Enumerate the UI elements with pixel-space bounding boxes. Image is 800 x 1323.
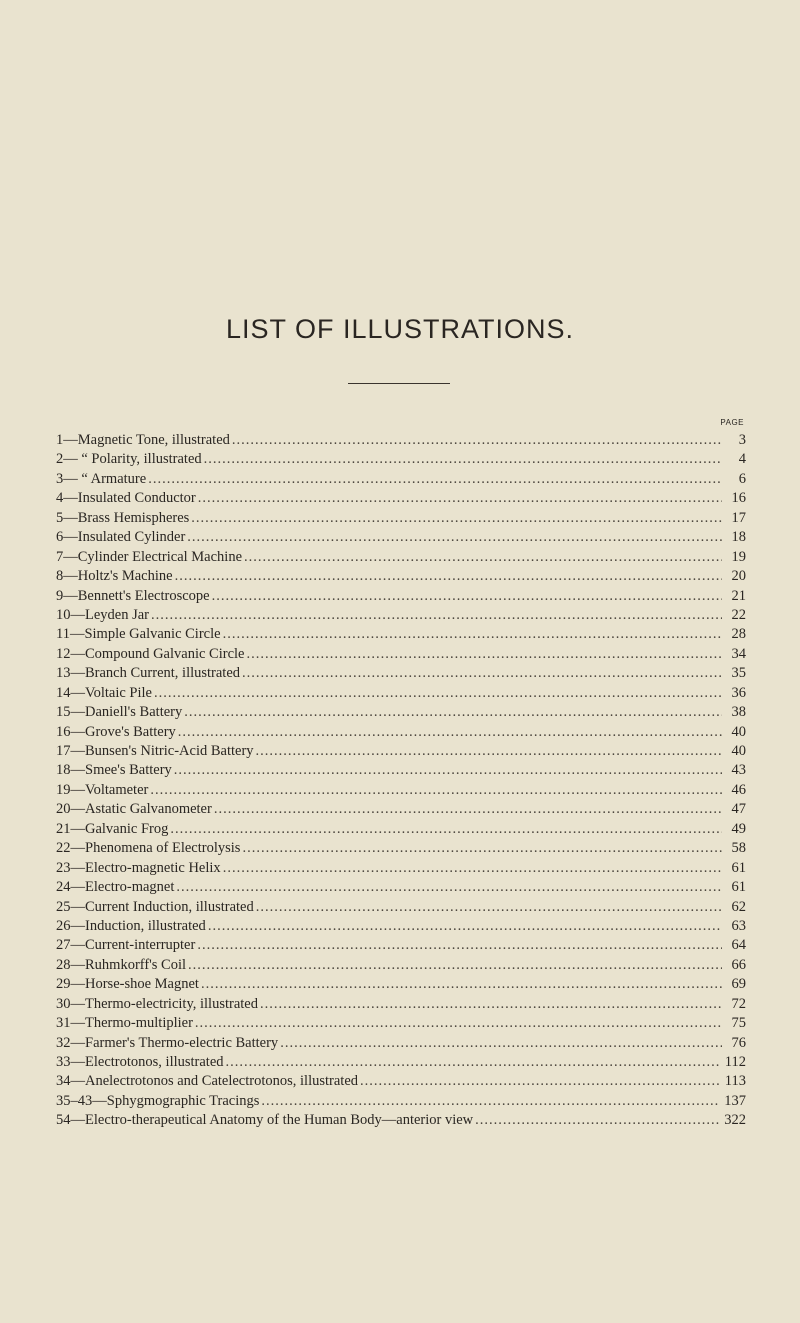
dot-leader <box>201 975 722 994</box>
entry-page-number: 66 <box>731 956 746 973</box>
entry-label: 15—Daniell's Battery <box>56 704 183 721</box>
entry-page-number: 22 <box>731 606 746 623</box>
entry-label: 3— “ Armature <box>56 470 147 487</box>
list-item <box>56 917 746 936</box>
entry-label: 10—Leyden Jar <box>56 606 150 623</box>
entry-page-number: 47 <box>731 801 746 818</box>
entry-page-number: 113 <box>724 1073 746 1090</box>
list-item <box>56 606 746 625</box>
dot-leader <box>242 664 722 683</box>
list-item <box>56 548 746 567</box>
dot-leader <box>184 703 722 722</box>
entry-label: 14—Voltaic Pile <box>56 684 152 701</box>
dot-leader <box>170 820 722 839</box>
entry-label: 7—Cylinder Electrical Machine <box>56 548 243 565</box>
dot-leader <box>475 1111 720 1130</box>
entry-label: 24—Electro-magnet <box>56 879 175 896</box>
dot-leader <box>223 625 722 644</box>
dot-leader <box>148 470 722 489</box>
list-item <box>56 1092 746 1111</box>
list-item <box>56 450 746 469</box>
list-item <box>56 898 746 917</box>
dot-leader <box>195 1014 722 1033</box>
dot-leader <box>188 956 722 975</box>
list-item <box>56 781 746 800</box>
dot-leader <box>256 898 722 917</box>
entry-page-number: 19 <box>731 548 746 565</box>
entry-page-number: 69 <box>731 976 746 993</box>
dot-leader <box>176 878 722 897</box>
entry-label: 9—Bennett's Electroscope <box>56 587 210 604</box>
entry-label: 31—Thermo-multiplier <box>56 1015 193 1032</box>
list-item <box>56 470 746 489</box>
list-item <box>56 489 746 508</box>
dot-leader <box>214 800 722 819</box>
page-title: LIST OF ILLUSTRATIONS. <box>225 314 575 345</box>
list-item <box>56 1034 746 1053</box>
entry-page-number: 43 <box>731 762 746 779</box>
entry-label: 18—Smee's Battery <box>56 762 172 779</box>
dot-leader <box>232 431 722 450</box>
list-item <box>56 956 746 975</box>
entry-label: 2— “ Polarity, illustrated <box>56 451 202 468</box>
entry-label: 29—Horse-shoe Magnet <box>56 976 199 993</box>
dot-leader <box>242 839 722 858</box>
list-item <box>56 431 746 450</box>
entry-page-number: 61 <box>731 859 746 876</box>
list-item <box>56 528 746 547</box>
entry-page-number: 72 <box>731 995 746 1012</box>
entry-page-number: 20 <box>731 568 746 585</box>
dot-leader <box>223 859 722 878</box>
entry-page-number: 75 <box>731 1015 746 1032</box>
entry-label: 27—Current-interrupter <box>56 937 196 954</box>
dot-leader <box>175 567 722 586</box>
list-item <box>56 1072 746 1091</box>
dot-leader <box>150 781 722 800</box>
illustrations-list <box>56 431 746 1131</box>
entry-label: 30—Thermo-electricity, illustrated <box>56 995 258 1012</box>
entry-label: 21—Galvanic Frog <box>56 820 169 837</box>
dot-leader <box>246 645 722 664</box>
entry-page-number: 36 <box>731 684 746 701</box>
list-item <box>56 664 746 683</box>
dot-leader <box>212 587 722 606</box>
entry-page-number: 137 <box>724 1092 746 1109</box>
list-item <box>56 742 746 761</box>
dot-leader <box>226 1053 721 1072</box>
list-item <box>56 645 746 664</box>
dot-leader <box>151 606 722 625</box>
list-item <box>56 975 746 994</box>
entry-page-number: 61 <box>731 879 746 896</box>
list-item <box>56 1111 746 1130</box>
list-item <box>56 878 746 897</box>
entry-label: 54—Electro-therapeutical Anatomy of the Human Body—anterior view <box>56 1112 474 1129</box>
list-item <box>56 723 746 742</box>
dot-leader <box>197 936 722 955</box>
list-item <box>56 625 746 644</box>
entry-label: 5—Brass Hemispheres <box>56 509 190 526</box>
entry-page-number: 35 <box>731 665 746 682</box>
list-item <box>56 936 746 955</box>
list-item <box>56 839 746 858</box>
dot-leader <box>198 489 722 508</box>
dot-leader <box>244 548 722 567</box>
list-item <box>56 820 746 839</box>
list-item <box>56 587 746 606</box>
entry-label: 33—Electrotonos, illustrated <box>56 1054 224 1070</box>
entry-page-number: 16 <box>731 490 746 507</box>
entry-page-number: 322 <box>724 1112 746 1129</box>
entry-label: 12—Compound Galvanic Circle <box>56 645 245 662</box>
entry-label: 13—Branch Current, illustrated <box>56 665 241 682</box>
entry-page-number: 40 <box>731 743 746 759</box>
list-item <box>56 567 746 586</box>
entry-page-number: 64 <box>731 937 746 954</box>
dot-leader <box>154 684 722 703</box>
title-divider <box>348 383 450 384</box>
dot-leader <box>208 917 722 936</box>
entry-page-number: 3 <box>738 432 746 448</box>
entry-label: 23—Electro-magnetic Helix <box>56 859 221 876</box>
entry-page-number: 49 <box>731 820 746 837</box>
dot-leader <box>261 1092 720 1111</box>
entry-page-number: 6 <box>738 470 746 487</box>
entry-page-number: 76 <box>731 1034 746 1051</box>
list-item <box>56 800 746 819</box>
entry-page-number: 34 <box>731 645 746 662</box>
dot-leader <box>204 450 722 469</box>
list-item <box>56 509 746 528</box>
entry-page-number: 18 <box>731 529 746 546</box>
list-item <box>56 761 746 780</box>
dot-leader <box>174 761 722 780</box>
list-item <box>56 1053 746 1072</box>
dot-leader <box>280 1034 722 1053</box>
entry-page-number: 62 <box>731 898 746 915</box>
entry-label: 11—Simple Galvanic Circle <box>56 626 221 643</box>
entry-label: 1—Magnetic Tone, illustrated <box>56 432 230 448</box>
entry-label: 35–43—Sphygmographic Tracings <box>56 1092 260 1109</box>
entry-label: 8—Holtz's Machine <box>56 568 173 585</box>
entry-page-number: 21 <box>731 587 746 604</box>
entry-label: 28—Ruhmkorff's Coil <box>56 956 187 973</box>
page-column-heading: PAGE <box>720 418 744 427</box>
entry-page-number: 38 <box>731 704 746 721</box>
entry-label: 26—Induction, illustrated <box>56 917 206 934</box>
entry-label: 22—Phenomena of Electrolysis <box>56 840 241 857</box>
dot-leader <box>260 995 722 1014</box>
entry-label: 34—Anelectrotonos and Catelectrotonos, illustrated <box>56 1073 359 1090</box>
entry-label: 16—Grove's Battery <box>56 723 176 740</box>
entry-page-number: 63 <box>731 917 746 934</box>
entry-page-number: 40 <box>731 723 746 740</box>
entry-page-number: 28 <box>731 626 746 643</box>
list-item <box>56 684 746 703</box>
entry-label: 20—Astatic Galvanometer <box>56 801 212 818</box>
dot-leader <box>360 1072 721 1091</box>
list-item <box>56 859 746 878</box>
entry-page-number: 4 <box>738 451 746 468</box>
entry-label: 19—Voltameter <box>56 781 149 798</box>
list-item <box>56 703 746 722</box>
entry-label: 25—Current Induction, illustrated <box>56 898 254 915</box>
entry-label: 4—Insulated Conductor <box>56 490 196 507</box>
list-item <box>56 995 746 1014</box>
entry-page-number: 58 <box>731 840 746 857</box>
entry-label: 6—Insulated Cylinder <box>56 529 186 546</box>
entry-page-number: 112 <box>724 1054 746 1070</box>
dot-leader <box>191 509 722 528</box>
entry-page-number: 17 <box>731 509 746 526</box>
entry-label: 17—Bunsen's Nitric-Acid Battery <box>56 743 254 759</box>
dot-leader <box>187 528 722 547</box>
entry-label: 32—Farmer's Thermo-electric Battery <box>56 1034 279 1051</box>
dot-leader <box>178 723 722 742</box>
entry-page-number: 46 <box>731 781 746 798</box>
list-item <box>56 1014 746 1033</box>
dot-leader <box>256 742 722 761</box>
